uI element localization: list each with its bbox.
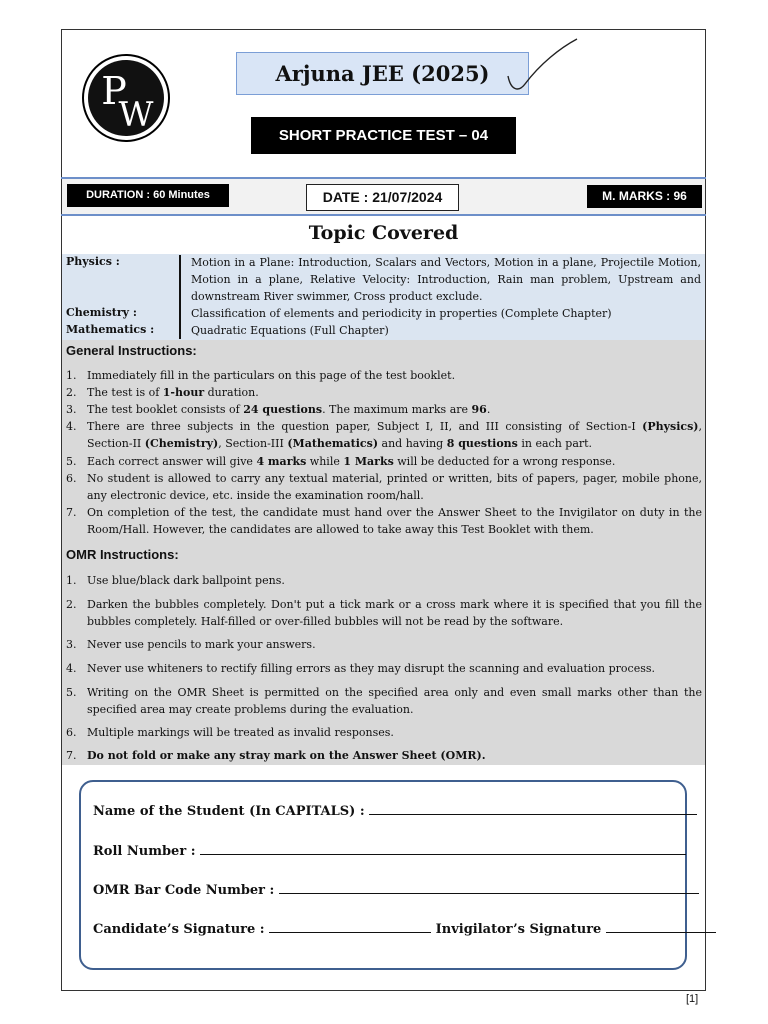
- instruction-fragment: Writing on the OMR Sheet is permitted on the specified area only and even small marks other than the specified area may create problems during the evaluation.: [87, 686, 702, 716]
- instruction-item: [66, 724, 702, 741]
- instruction-number: 6.: [66, 726, 77, 739]
- physics-label: Physics :: [66, 255, 120, 268]
- signature-tick-mark: [505, 36, 585, 96]
- instruction-item: [66, 684, 702, 718]
- divider: [61, 214, 706, 216]
- page-title: Arjuna JEE (2025): [236, 52, 529, 95]
- instruction-fragment: will be deducted for a wrong response.: [393, 455, 616, 468]
- instruction-fragment: There are three subjects in the question paper, Subject I, II, and III consisting of Section-I: [87, 420, 643, 433]
- instruction-number: 5.: [66, 455, 77, 468]
- omr-barcode-row: [93, 881, 699, 898]
- omr-instructions-heading: OMR Instructions:: [66, 547, 179, 562]
- roll-number-label: Roll Number :: [93, 844, 196, 859]
- instruction-text: [87, 724, 702, 741]
- instruction-text: [87, 660, 702, 677]
- signature-row: [93, 920, 716, 937]
- instruction-text: [87, 636, 702, 653]
- chemistry-label: Chemistry :: [66, 306, 137, 319]
- emphasis-text: (Mathematics): [287, 437, 379, 450]
- student-name-row: [93, 802, 697, 819]
- chemistry-topics: Classification of elements and periodicity in properties (Complete Chapter): [191, 307, 612, 320]
- instruction-item: [66, 384, 702, 401]
- instruction-fragment: . The maximum marks are: [322, 403, 472, 416]
- instruction-fragment: Multiple markings will be treated as invalid responses.: [87, 726, 394, 739]
- instruction-item: [66, 660, 702, 677]
- instruction-number: 2.: [66, 598, 77, 611]
- emphasis-text: 4 marks: [256, 455, 307, 468]
- svg-text:P: P: [101, 69, 127, 113]
- student-name-label: Name of the Student (In CAPITALS) :: [93, 804, 365, 819]
- instruction-number: 7.: [66, 506, 77, 519]
- instruction-fragment: .: [486, 403, 491, 416]
- svg-text:W: W: [118, 95, 154, 135]
- instruction-text: [87, 470, 702, 504]
- instruction-number: 3.: [66, 403, 77, 416]
- instruction-number: 1.: [66, 574, 77, 587]
- instruction-text: [87, 747, 702, 764]
- instruction-item: [66, 572, 702, 589]
- instruction-number: 5.: [66, 686, 77, 699]
- instruction-fragment: The test booklet consists of: [87, 403, 244, 416]
- topic-heading: Topic Covered: [308, 222, 459, 244]
- emphasis-text: (Physics): [642, 420, 699, 433]
- instruction-fragment: Immediately fill in the particulars on this page of the test booklet.: [87, 369, 456, 382]
- instruction-text: [87, 401, 702, 418]
- instruction-item: [66, 747, 702, 764]
- invigilator-signature-field[interactable]: [606, 920, 716, 933]
- instruction-number: 7.: [66, 749, 77, 762]
- instruction-fragment: duration.: [204, 386, 259, 399]
- roll-number-row: [93, 842, 686, 859]
- instruction-fragment: Use blue/black dark ballpoint pens.: [87, 574, 285, 587]
- candidate-signature-label: Candidate’s Signature :: [93, 922, 265, 937]
- instruction-number: 4.: [66, 420, 77, 433]
- instruction-text: [87, 504, 702, 538]
- emphasis-text: Do not fold or make any stray mark on the Answer Sheet (OMR).: [87, 749, 486, 762]
- roll-number-field[interactable]: [200, 842, 686, 855]
- instruction-fragment: and having: [378, 437, 447, 450]
- instruction-text: [87, 384, 702, 401]
- instruction-text: [87, 684, 702, 718]
- general-instructions-heading: General Instructions:: [66, 343, 197, 358]
- pw-logo: [82, 54, 170, 142]
- instruction-fragment: Darken the bubbles completely. Don't put a tick mark or a cross mark where it is specified that you fill the bubbles completely. Half-filled or over-filled bubbles will not be read by the software.: [87, 598, 702, 628]
- instruction-item: [66, 470, 702, 504]
- instruction-number: 3.: [66, 638, 77, 651]
- instruction-text: [87, 596, 702, 630]
- instruction-text: [87, 367, 702, 384]
- duration-badge: DURATION : 60 Minutes: [67, 184, 229, 207]
- instruction-number: 4.: [66, 662, 77, 675]
- mathematics-topics: Quadratic Equations (Full Chapter): [191, 324, 389, 337]
- topics-divider: [179, 255, 181, 339]
- student-name-field[interactable]: [369, 802, 697, 815]
- omr-barcode-field[interactable]: [279, 881, 699, 894]
- instruction-fragment: , Section-II: [87, 420, 702, 450]
- instruction-number: 1.: [66, 369, 77, 382]
- instruction-item: [66, 418, 702, 452]
- instruction-fragment: Never use whiteners to rectify filling errors as they may disrupt the scanning and evaluation process.: [87, 662, 656, 675]
- instruction-item: [66, 596, 702, 630]
- max-marks-badge: M. MARKS : 96: [587, 185, 702, 208]
- emphasis-text: 24 questions: [243, 403, 323, 416]
- instruction-item: [66, 401, 702, 418]
- instruction-fragment: On completion of the test, the candidate must hand over the Answer Sheet to the Invigilator on duty in the Room/Hall. However, the candidates are allowed to take away this Test Booklet with them.: [87, 506, 702, 536]
- instruction-item: [66, 453, 702, 470]
- instruction-fragment: No student is allowed to carry any textual material, printed or written, bits of papers, pager, mobile phone, any electronic device, etc. inside the examination room/hall.: [87, 472, 702, 502]
- instruction-text: [87, 572, 702, 589]
- instruction-number: 6.: [66, 472, 77, 485]
- instruction-item: [66, 367, 702, 384]
- emphasis-text: 1-hour: [162, 386, 205, 399]
- instruction-fragment: while: [306, 455, 344, 468]
- page-number: [1]: [686, 993, 699, 1005]
- instruction-item: [66, 504, 702, 538]
- emphasis-text: 8 questions: [446, 437, 518, 450]
- instruction-number: 2.: [66, 386, 77, 399]
- physics-topics: Motion in a Plane: Introduction, Scalars and Vectors, Motion in a plane, Projectile Motion, Motion in a plane, Relative Velocity: Introduction, Rain man problem, Upstream and downstream River swimmer, Cross product exclude.: [191, 256, 701, 303]
- instruction-text: [87, 453, 702, 470]
- emphasis-text: (Chemistry): [144, 437, 219, 450]
- invigilator-signature-label: Invigilator’s Signature: [435, 922, 602, 937]
- instruction-fragment: Never use pencils to mark your answers.: [87, 638, 316, 651]
- emphasis-text: 1 Marks: [343, 455, 394, 468]
- instruction-text: [87, 418, 702, 452]
- date-box: DATE : 21/07/2024: [306, 184, 459, 211]
- emphasis-text: 96: [471, 403, 487, 416]
- instruction-fragment: Each correct answer will give: [87, 455, 257, 468]
- instruction-item: [66, 636, 702, 653]
- instruction-fragment: , Section-III: [218, 437, 288, 450]
- instruction-fragment: The test is of: [87, 386, 163, 399]
- instruction-fragment: in each part.: [517, 437, 593, 450]
- mathematics-label: Mathematics :: [66, 323, 155, 336]
- candidate-signature-field[interactable]: [269, 920, 431, 933]
- test-name-banner: SHORT PRACTICE TEST – 04: [251, 117, 516, 154]
- omr-barcode-label: OMR Bar Code Number :: [93, 883, 275, 898]
